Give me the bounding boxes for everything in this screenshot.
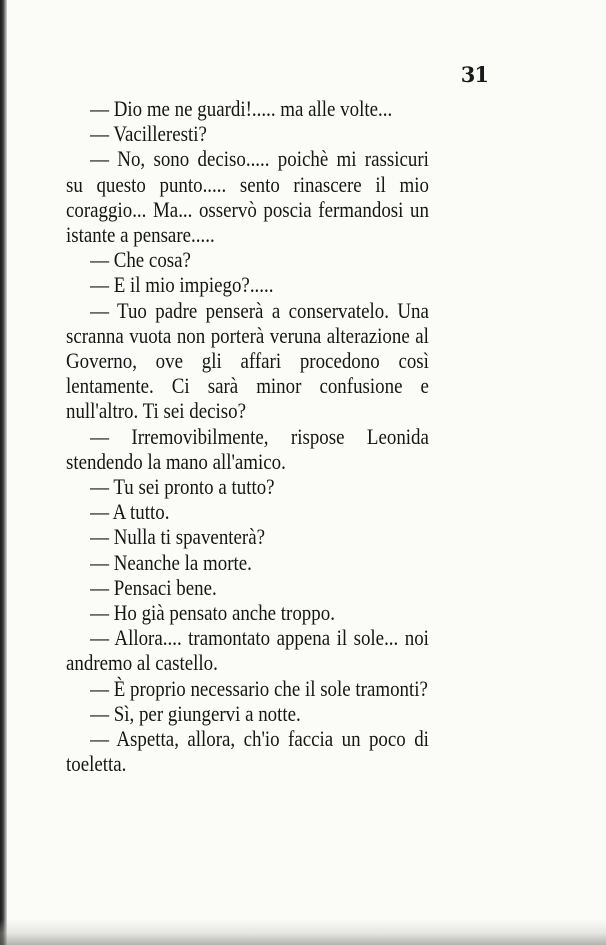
paragraph: — Irremovibilmente, rispose Leonida stendendo la mano all'amico.	[66, 423, 429, 474]
paragraph: — Allora.... tramontato appena il sole... noi andremo al castello.	[66, 625, 429, 676]
paragraph: — Neanche la morte.	[90, 549, 252, 575]
paragraph: — Pensaci bene.	[90, 574, 217, 600]
page-spine-shadow	[0, 0, 7, 945]
paragraph: — A tutto.	[90, 499, 170, 525]
paragraph: — Vacilleresti?	[90, 121, 207, 147]
page-bottom-edge	[0, 919, 606, 945]
paragraph: — No, sono deciso..... poichè mi rassicuri su questo punto..... sento rinascere il mio coraggio... Ma... osservò poscia fermandosi un istante a pensare.....	[66, 146, 429, 248]
paragraph: — Tuo padre penserà a conservatelo. Una scranna vuota non porterà veruna alterazione al Governo, ove gli affari procedono così lentamente. Ci sarà minor confusione e null'altro. Ti sei deciso?	[66, 297, 429, 424]
paragraph: — Tu sei pronto a tutto?	[90, 474, 275, 500]
paragraph: — Aspetta, allora, ch'io faccia un poco di toeletta.	[66, 726, 429, 777]
paragraph: — Che cosa?	[90, 247, 191, 273]
paragraph: — Dio me ne guardi!..... ma alle volte...	[90, 96, 393, 121]
paragraph: — E il mio impiego?.....	[90, 272, 274, 298]
paragraph: — Sì, per giungervi a notte.	[90, 700, 301, 726]
paragraph: — Nulla ti spaventerà?	[90, 524, 266, 550]
body-text	[66, 96, 429, 776]
paragraph: — Ho già pensato anche troppo.	[90, 600, 335, 626]
paragraph: — È proprio necessario che il sole tramonti?	[90, 675, 428, 701]
page-number: 31	[460, 62, 488, 87]
